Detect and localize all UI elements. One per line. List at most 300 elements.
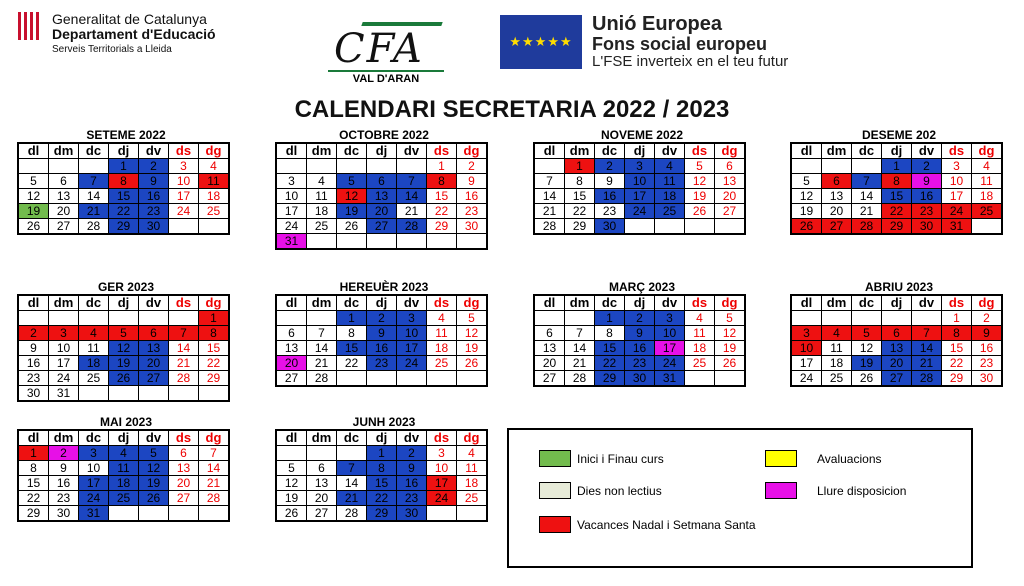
day-cell: 16 xyxy=(367,341,397,356)
empty-cell xyxy=(169,219,199,235)
empty-cell xyxy=(79,311,109,326)
day-cell: 14 xyxy=(169,341,199,356)
day-cell: 31 xyxy=(79,506,109,522)
day-cell: 27 xyxy=(307,506,337,522)
day-cell: 21 xyxy=(307,356,337,371)
day-cell: 1 xyxy=(18,446,49,461)
day-cell: 8 xyxy=(565,174,595,189)
day-cell: 10 xyxy=(655,326,685,341)
empty-cell xyxy=(534,311,565,326)
page-title: CALENDARI SECRETARIA 2022 / 2023 xyxy=(294,96,730,123)
empty-cell xyxy=(791,159,822,174)
day-cell: 5 xyxy=(852,326,882,341)
day-cell: 8 xyxy=(109,174,139,189)
day-cell: 22 xyxy=(565,204,595,219)
day-cell: 28 xyxy=(852,219,882,235)
day-cell: 17 xyxy=(79,476,109,491)
day-cell: 12 xyxy=(685,174,715,189)
weekday-header: dj xyxy=(882,295,912,311)
day-cell: 26 xyxy=(18,219,49,235)
cfa-subtitle: VAL D'ARAN xyxy=(328,70,444,85)
eu-flag-icon: ★★★★★ xyxy=(500,15,582,69)
empty-cell xyxy=(822,311,852,326)
day-cell: 26 xyxy=(109,371,139,386)
day-cell: 20 xyxy=(276,356,307,371)
empty-cell xyxy=(337,446,367,461)
day-cell: 30 xyxy=(457,219,488,234)
weekday-header: dm xyxy=(307,430,337,446)
weekday-header: dl xyxy=(791,143,822,159)
day-cell: 9 xyxy=(367,326,397,341)
day-cell: 23 xyxy=(457,204,488,219)
day-cell: 28 xyxy=(307,371,337,387)
weekday-header: dm xyxy=(565,143,595,159)
eu-line3: L'FSE inverteix en el teu futur xyxy=(592,53,789,70)
weekday-header: dm xyxy=(822,143,852,159)
month-table xyxy=(275,142,488,250)
day-cell: 3 xyxy=(655,311,685,326)
day-cell: 18 xyxy=(307,204,337,219)
day-cell: 10 xyxy=(427,461,457,476)
legend-swatch xyxy=(765,450,797,467)
day-cell: 23 xyxy=(595,204,625,219)
day-cell: 28 xyxy=(79,219,109,235)
day-cell: 9 xyxy=(18,341,49,356)
empty-cell xyxy=(912,311,942,326)
day-cell: 8 xyxy=(882,174,912,189)
day-cell: 17 xyxy=(942,189,972,204)
day-cell: 18 xyxy=(427,341,457,356)
weekday-header: dc xyxy=(79,295,109,311)
day-cell: 11 xyxy=(427,326,457,341)
day-cell: 19 xyxy=(791,204,822,219)
day-cell: 27 xyxy=(169,491,199,506)
day-cell: 1 xyxy=(565,159,595,174)
weekday-header: dg xyxy=(972,295,1003,311)
legend-item xyxy=(765,450,882,467)
day-cell: 14 xyxy=(534,189,565,204)
day-cell: 13 xyxy=(139,341,169,356)
empty-cell xyxy=(791,311,822,326)
day-cell: 7 xyxy=(79,174,109,189)
weekday-header: dj xyxy=(367,430,397,446)
weekday-header: dc xyxy=(595,143,625,159)
day-cell: 5 xyxy=(18,174,49,189)
day-cell: 29 xyxy=(109,219,139,235)
day-cell: 31 xyxy=(655,371,685,387)
weekday-header: dl xyxy=(791,295,822,311)
day-cell: 18 xyxy=(822,356,852,371)
day-cell: 22 xyxy=(942,356,972,371)
empty-cell xyxy=(109,506,139,522)
weekday-header: ds xyxy=(942,295,972,311)
weekday-header: ds xyxy=(169,143,199,159)
day-cell: 19 xyxy=(852,356,882,371)
day-cell: 22 xyxy=(427,204,457,219)
month-name: GER 2023 xyxy=(97,280,155,294)
empty-cell xyxy=(457,371,488,387)
day-cell: 19 xyxy=(685,189,715,204)
day-cell: 16 xyxy=(49,476,79,491)
weekday-header: dc xyxy=(852,143,882,159)
day-cell: 9 xyxy=(49,461,79,476)
eu-line2: Fons social europeu xyxy=(592,34,768,54)
weekday-header: ds xyxy=(427,430,457,446)
empty-cell xyxy=(139,386,169,402)
day-cell: 28 xyxy=(534,219,565,235)
day-cell: 13 xyxy=(534,341,565,356)
weekday-header: dc xyxy=(79,143,109,159)
day-cell: 29 xyxy=(427,219,457,234)
day-cell: 23 xyxy=(49,491,79,506)
empty-cell xyxy=(109,311,139,326)
weekday-header: dl xyxy=(534,143,565,159)
weekday-header: dv xyxy=(655,295,685,311)
day-cell: 30 xyxy=(49,506,79,522)
month-calendar xyxy=(790,128,1008,235)
cfa-logo xyxy=(328,20,446,88)
day-cell: 24 xyxy=(79,491,109,506)
eu-line1: Unió Europea xyxy=(592,13,723,35)
day-cell: 27 xyxy=(822,219,852,235)
day-cell: 13 xyxy=(169,461,199,476)
day-cell: 31 xyxy=(942,219,972,235)
day-cell: 19 xyxy=(457,341,488,356)
day-cell: 21 xyxy=(79,204,109,219)
day-cell: 12 xyxy=(139,461,169,476)
month-calendar xyxy=(17,280,235,402)
day-cell: 10 xyxy=(397,326,427,341)
day-cell: 10 xyxy=(625,174,655,189)
legend-label: Vacances Nadal i Setmana Santa xyxy=(577,517,756,532)
weekday-header: ds xyxy=(685,143,715,159)
day-cell: 1 xyxy=(942,311,972,326)
day-cell: 28 xyxy=(565,371,595,387)
day-cell: 23 xyxy=(397,491,427,506)
empty-cell xyxy=(199,386,230,402)
day-cell: 26 xyxy=(791,219,822,235)
day-cell: 9 xyxy=(595,174,625,189)
day-cell: 16 xyxy=(595,189,625,204)
day-cell: 20 xyxy=(882,356,912,371)
day-cell: 22 xyxy=(882,204,912,219)
day-cell: 7 xyxy=(565,326,595,341)
day-cell: 12 xyxy=(109,341,139,356)
day-cell: 25 xyxy=(685,356,715,371)
weekday-header: dv xyxy=(139,143,169,159)
empty-cell xyxy=(427,506,457,522)
day-cell: 5 xyxy=(457,311,488,326)
day-cell: 5 xyxy=(685,159,715,174)
weekday-header: dj xyxy=(367,295,397,311)
day-cell: 21 xyxy=(199,476,230,491)
day-cell: 18 xyxy=(655,189,685,204)
month-calendar xyxy=(790,280,1008,387)
empty-cell xyxy=(427,234,457,250)
day-cell: 26 xyxy=(685,204,715,219)
day-cell: 3 xyxy=(169,159,199,174)
day-cell: 12 xyxy=(715,326,746,341)
empty-cell xyxy=(367,234,397,250)
weekday-header: dl xyxy=(18,295,49,311)
senyera-icon xyxy=(18,12,44,40)
day-cell: 27 xyxy=(49,219,79,235)
day-cell: 10 xyxy=(276,189,307,204)
weekday-header: dm xyxy=(307,143,337,159)
day-cell: 10 xyxy=(49,341,79,356)
day-cell: 15 xyxy=(109,189,139,204)
day-cell: 26 xyxy=(852,371,882,387)
weekday-header: dg xyxy=(199,295,230,311)
empty-cell xyxy=(367,159,397,174)
day-cell: 8 xyxy=(18,461,49,476)
weekday-header: ds xyxy=(427,295,457,311)
day-cell: 17 xyxy=(397,341,427,356)
day-cell: 26 xyxy=(457,356,488,371)
day-cell: 13 xyxy=(307,476,337,491)
weekday-header: dc xyxy=(595,295,625,311)
day-cell: 26 xyxy=(276,506,307,522)
cfa-logo-text: CFA xyxy=(334,26,424,72)
empty-cell xyxy=(109,386,139,402)
weekday-header: dg xyxy=(972,143,1003,159)
day-cell: 13 xyxy=(276,341,307,356)
day-cell: 20 xyxy=(715,189,746,204)
day-cell: 25 xyxy=(822,371,852,387)
empty-cell xyxy=(276,311,307,326)
day-cell: 18 xyxy=(457,476,488,491)
month-name: SETEME 2022 xyxy=(86,128,166,142)
weekday-header: dv xyxy=(397,143,427,159)
legend-item xyxy=(539,450,664,467)
day-cell: 3 xyxy=(397,311,427,326)
day-cell: 14 xyxy=(199,461,230,476)
weekday-header: dv xyxy=(912,143,942,159)
day-cell: 8 xyxy=(427,174,457,189)
month-calendar xyxy=(17,128,235,235)
day-cell: 25 xyxy=(972,204,1003,219)
day-cell: 6 xyxy=(367,174,397,189)
day-cell: 9 xyxy=(972,326,1003,341)
day-cell: 13 xyxy=(715,174,746,189)
day-cell: 5 xyxy=(139,446,169,461)
day-cell: 7 xyxy=(912,326,942,341)
day-cell: 12 xyxy=(18,189,49,204)
day-cell: 6 xyxy=(169,446,199,461)
month-table xyxy=(790,142,1003,235)
day-cell: 7 xyxy=(199,446,230,461)
day-cell: 13 xyxy=(882,341,912,356)
day-cell: 19 xyxy=(276,491,307,506)
empty-cell xyxy=(655,219,685,235)
day-cell: 25 xyxy=(79,371,109,386)
day-cell: 22 xyxy=(109,204,139,219)
day-cell: 9 xyxy=(912,174,942,189)
month-calendar xyxy=(275,280,493,387)
day-cell: 4 xyxy=(822,326,852,341)
empty-cell xyxy=(337,371,367,387)
day-cell: 6 xyxy=(49,174,79,189)
month-name: DESEME 202 xyxy=(861,128,937,142)
day-cell: 5 xyxy=(791,174,822,189)
day-cell: 17 xyxy=(169,189,199,204)
empty-cell xyxy=(715,219,746,235)
day-cell: 2 xyxy=(912,159,942,174)
day-cell: 11 xyxy=(307,189,337,204)
empty-cell xyxy=(169,386,199,402)
weekday-header: dl xyxy=(276,430,307,446)
weekday-header: dc xyxy=(337,143,367,159)
day-cell: 26 xyxy=(337,219,367,234)
day-cell: 10 xyxy=(791,341,822,356)
empty-cell xyxy=(534,159,565,174)
month-calendar xyxy=(17,415,235,522)
day-cell: 24 xyxy=(49,371,79,386)
empty-cell xyxy=(307,446,337,461)
empty-cell xyxy=(852,159,882,174)
day-cell: 24 xyxy=(625,204,655,219)
day-cell: 21 xyxy=(912,356,942,371)
day-cell: 22 xyxy=(367,491,397,506)
day-cell: 1 xyxy=(595,311,625,326)
month-name: HEREUÈR 2023 xyxy=(339,280,429,294)
day-cell: 27 xyxy=(882,371,912,387)
day-cell: 30 xyxy=(595,219,625,235)
day-cell: 23 xyxy=(625,356,655,371)
day-cell: 14 xyxy=(337,476,367,491)
legend-label: Dies non lectius xyxy=(577,483,662,498)
day-cell: 8 xyxy=(595,326,625,341)
day-cell: 30 xyxy=(912,219,942,235)
day-cell: 16 xyxy=(139,189,169,204)
day-cell: 18 xyxy=(685,341,715,356)
day-cell: 24 xyxy=(427,491,457,506)
day-cell: 29 xyxy=(18,506,49,522)
day-cell: 6 xyxy=(822,174,852,189)
empty-cell xyxy=(276,159,307,174)
day-cell: 15 xyxy=(427,189,457,204)
empty-cell xyxy=(169,506,199,522)
month-name: MARÇ 2023 xyxy=(608,280,676,294)
weekday-header: dc xyxy=(852,295,882,311)
day-cell: 3 xyxy=(942,159,972,174)
generalitat-logo xyxy=(18,12,216,57)
weekday-header: dl xyxy=(276,143,307,159)
weekday-header: dm xyxy=(49,295,79,311)
empty-cell xyxy=(852,311,882,326)
day-cell: 9 xyxy=(397,461,427,476)
day-cell: 27 xyxy=(715,204,746,219)
empty-cell xyxy=(685,219,715,235)
gen-line2: Departament d'Educació xyxy=(52,26,216,42)
empty-cell xyxy=(49,159,79,174)
day-cell: 3 xyxy=(79,446,109,461)
weekday-header: dl xyxy=(534,295,565,311)
day-cell: 22 xyxy=(18,491,49,506)
day-cell: 12 xyxy=(791,189,822,204)
empty-cell xyxy=(397,371,427,387)
day-cell: 19 xyxy=(715,341,746,356)
day-cell: 2 xyxy=(397,446,427,461)
day-cell: 20 xyxy=(822,204,852,219)
empty-cell xyxy=(18,159,49,174)
empty-cell xyxy=(307,311,337,326)
empty-cell xyxy=(625,219,655,235)
day-cell: 20 xyxy=(307,491,337,506)
day-cell: 25 xyxy=(457,491,488,506)
day-cell: 11 xyxy=(109,461,139,476)
day-cell: 4 xyxy=(109,446,139,461)
day-cell: 14 xyxy=(79,189,109,204)
legend-label: Llure disposicion xyxy=(817,483,907,498)
legend-swatch xyxy=(539,450,571,467)
month-table xyxy=(275,429,488,522)
day-cell: 30 xyxy=(139,219,169,235)
day-cell: 7 xyxy=(852,174,882,189)
day-cell: 11 xyxy=(972,174,1003,189)
empty-cell xyxy=(276,446,307,461)
day-cell: 4 xyxy=(655,159,685,174)
day-cell: 7 xyxy=(534,174,565,189)
day-cell: 16 xyxy=(625,341,655,356)
weekday-header: dj xyxy=(367,143,397,159)
day-cell: 23 xyxy=(139,204,169,219)
empty-cell xyxy=(337,234,367,250)
day-cell: 5 xyxy=(715,311,746,326)
day-cell: 30 xyxy=(397,506,427,522)
day-cell: 6 xyxy=(276,326,307,341)
day-cell: 16 xyxy=(972,341,1003,356)
weekday-header: dv xyxy=(139,295,169,311)
empty-cell xyxy=(427,371,457,387)
day-cell: 2 xyxy=(625,311,655,326)
gen-line1: Generalitat de Catalunya xyxy=(52,11,207,27)
day-cell: 4 xyxy=(457,446,488,461)
day-cell: 25 xyxy=(199,204,230,219)
day-cell: 2 xyxy=(367,311,397,326)
day-cell: 16 xyxy=(912,189,942,204)
empty-cell xyxy=(457,234,488,250)
empty-cell xyxy=(139,506,169,522)
weekday-header: dj xyxy=(109,430,139,446)
weekday-header: dg xyxy=(199,143,230,159)
day-cell: 3 xyxy=(427,446,457,461)
day-cell: 5 xyxy=(337,174,367,189)
day-cell: 4 xyxy=(685,311,715,326)
day-cell: 27 xyxy=(367,219,397,234)
day-cell: 16 xyxy=(397,476,427,491)
legend-label: Inici i Finau curs xyxy=(577,451,664,466)
day-cell: 17 xyxy=(276,204,307,219)
day-cell: 2 xyxy=(595,159,625,174)
day-cell: 16 xyxy=(18,356,49,371)
day-cell: 5 xyxy=(276,461,307,476)
day-cell: 6 xyxy=(882,326,912,341)
month-name: ABRIU 2023 xyxy=(864,280,934,294)
day-cell: 1 xyxy=(367,446,397,461)
day-cell: 6 xyxy=(139,326,169,341)
day-cell: 2 xyxy=(972,311,1003,326)
day-cell: 11 xyxy=(199,174,230,189)
day-cell: 21 xyxy=(534,204,565,219)
day-cell: 15 xyxy=(942,341,972,356)
day-cell: 29 xyxy=(882,219,912,235)
day-cell: 9 xyxy=(139,174,169,189)
day-cell: 7 xyxy=(307,326,337,341)
day-cell: 4 xyxy=(427,311,457,326)
day-cell: 27 xyxy=(276,371,307,387)
day-cell: 19 xyxy=(109,356,139,371)
